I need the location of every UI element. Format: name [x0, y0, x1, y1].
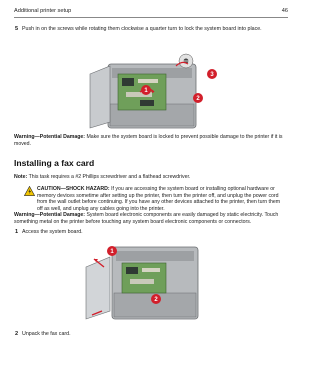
warning-label: Warning—Potential Damage:	[14, 134, 85, 140]
page-number: 46	[281, 8, 288, 14]
svg-text:3: 3	[210, 72, 214, 78]
callout-3	[207, 69, 217, 79]
svg-text:2: 2	[154, 297, 158, 303]
note	[14, 174, 286, 181]
step-2	[15, 331, 282, 338]
step-number: 1	[15, 229, 19, 235]
step-number: 5	[15, 26, 19, 32]
system-board-lock-illustration	[80, 52, 228, 130]
warning-text: System board electronic components are easily damaged by static electricity. Touch something metal on the printer before touching any system board electronic components or connectors.	[14, 212, 279, 225]
warning-text: Make sure the system board is locked to prevent possible damage to the printer if it is moved.	[14, 134, 283, 147]
callout-2	[151, 294, 161, 304]
caution-shock-hazard	[37, 186, 286, 212]
step-number: 2	[15, 331, 19, 337]
step-text: Unpack the fax card.	[22, 331, 71, 337]
callout-2	[193, 93, 203, 103]
svg-text:1: 1	[110, 249, 114, 255]
header-divider	[14, 17, 288, 18]
warning-label: Warning—Potential Damage:	[14, 212, 85, 218]
shock-hazard-warning-icon	[24, 186, 35, 196]
step-text: Push in on the screws while rotating them clockwise a quarter turn to lock the system board into place.	[22, 26, 262, 32]
note-label: Note:	[14, 174, 28, 180]
caution-text: If you are accessing the system board or installing optional hardware or memory devices sometime after setting up the printer, then turn the printer off, and unplug the power cord from the wall outlet before continuing. If you have any other devices attached to the printer, then turn them off as well, and unplug any cables going into the printer.	[37, 186, 281, 212]
step-1	[15, 229, 282, 236]
access-system-board-illustration	[82, 237, 230, 323]
callout-1	[107, 246, 117, 256]
warning-potential-damage-1	[14, 134, 286, 148]
callout-1	[141, 85, 151, 95]
svg-text:2: 2	[196, 96, 200, 102]
svg-text:1: 1	[144, 88, 148, 94]
warning-potential-damage-2	[14, 212, 286, 226]
caution-label: CAUTION—SHOCK HAZARD:	[37, 186, 110, 192]
header-title: Additional printer setup	[14, 8, 72, 14]
section-heading: Installing a fax card	[14, 158, 95, 168]
step-5	[15, 26, 282, 33]
note-text: This task requires a #2 Phillips screwdriver and a flathead screwdriver.	[28, 174, 191, 180]
step-text: Access the system board.	[22, 229, 83, 235]
